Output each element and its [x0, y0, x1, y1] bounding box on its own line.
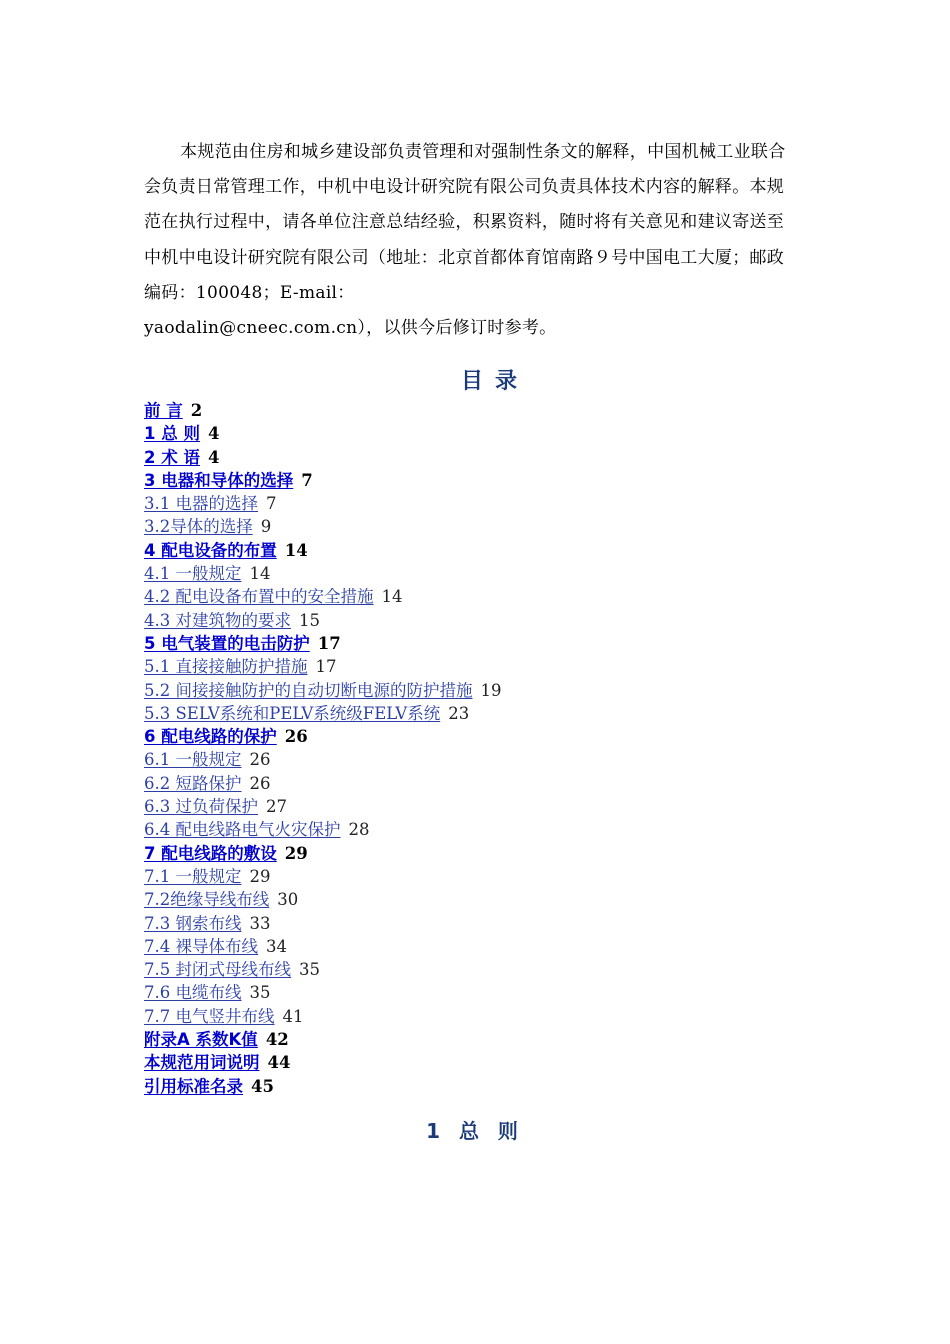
toc-page-number: 35 [299, 960, 320, 980]
toc-link[interactable]: 3.1 电器的选择 [144, 494, 258, 514]
toc-entry [144, 702, 844, 725]
toc-entry [144, 422, 844, 445]
toc-entry [144, 399, 844, 422]
toc-entry [144, 1075, 844, 1098]
preface-text [144, 135, 799, 346]
toc-page-number: 15 [299, 610, 320, 630]
toc-entry [144, 1005, 844, 1028]
toc-link[interactable]: 6.4 配电线路电气火灾保护 [144, 820, 341, 840]
toc-page-number: 30 [277, 890, 299, 910]
toc-entry [144, 795, 844, 818]
toc-page-number: 4 [207, 447, 220, 467]
toc-page-number: 29 [249, 866, 271, 886]
toc-page-number: 26 [249, 750, 271, 770]
toc-entry [144, 515, 844, 538]
toc-link[interactable]: 4.2 配电设备布置中的安全措施 [144, 587, 374, 607]
preface-paragraph: 本规范由住房和城乡建设部负责管理和对强制性条文的解释，中国机械工业联合会负责日常管理工作，中机中电设计研究院有限公司负责具体技术内容的解释。本规范在执行过程中，请各单位注意总结经验，积累资料，随时将有关意见和建议寄送至中机中电设计研究院有限公司（地址：北京首都体育馆南路９号中国电工大厦；邮政编码：100048；E-mail： [144, 142, 786, 303]
toc-link[interactable]: 前 言 [144, 401, 183, 420]
chapter-heading: 1 总 则 [426, 1119, 524, 1143]
toc-entry [144, 888, 844, 911]
toc-link[interactable]: 6.1 一般规定 [144, 750, 242, 770]
toc-entry [144, 981, 844, 1004]
toc-entry [144, 1051, 844, 1074]
toc-page-number: 26 [249, 773, 271, 793]
toc-link[interactable]: 7.6 电缆布线 [144, 983, 242, 1003]
toc-link[interactable]: 5.1 直接接触防护措施 [144, 657, 308, 677]
toc-link[interactable]: 7.7 电气竖井布线 [144, 1006, 275, 1026]
toc-page-number: 7 [301, 470, 313, 490]
toc-link[interactable]: 7.2绝缘导线布线 [144, 890, 270, 910]
toc-entry [144, 679, 844, 702]
toc-link[interactable]: 3.2导体的选择 [144, 517, 253, 537]
toc-page-number: 34 [266, 936, 287, 956]
toc-entry [144, 492, 844, 515]
toc-entry [144, 609, 844, 632]
toc-entry [144, 865, 844, 888]
toc-link[interactable]: 6 配电线路的保护 [144, 727, 277, 747]
toc-entry [144, 446, 844, 469]
toc-link[interactable]: 7.5 封闭式母线布线 [144, 960, 291, 980]
toc-entry [144, 539, 844, 562]
table-of-contents [144, 399, 844, 1098]
toc-page-number: 19 [480, 680, 502, 700]
toc-title: 目录 [460, 369, 529, 394]
toc-page-number: 17 [317, 633, 341, 653]
toc-link[interactable]: 7.3 钢索布线 [144, 913, 242, 933]
toc-link[interactable]: 5.3 SELV系统和PELV系统级FELV系统 [144, 703, 441, 723]
toc-entry [144, 1028, 844, 1051]
toc-page-number: 7 [266, 494, 277, 514]
toc-entry [144, 562, 844, 585]
toc-entry [144, 912, 844, 935]
toc-page-number: 41 [282, 1006, 304, 1026]
toc-entry [144, 655, 844, 678]
toc-page-number: 35 [249, 983, 271, 1003]
toc-link[interactable]: 4.3 对建筑物的要求 [144, 610, 291, 630]
toc-entry [144, 818, 844, 841]
toc-entry [144, 935, 844, 958]
toc-link[interactable]: 6.2 短路保护 [144, 773, 242, 793]
toc-entry [144, 725, 844, 748]
toc-page-number: 42 [265, 1030, 289, 1050]
toc-link[interactable]: 引用标准名录 [144, 1076, 243, 1096]
toc-page-number: 44 [267, 1053, 291, 1073]
toc-link[interactable]: 5 电气装置的电击防护 [144, 633, 310, 653]
toc-link[interactable]: 7 配电线路的敷设 [144, 843, 277, 863]
toc-link[interactable]: 4 配电设备的布置 [144, 540, 277, 560]
toc-link[interactable]: 7.4 裸导体布线 [144, 936, 258, 956]
toc-page-number: 14 [284, 540, 308, 560]
toc-page-number: 33 [249, 913, 271, 933]
toc-page-number: 29 [284, 843, 308, 863]
toc-link[interactable]: 3 电器和导体的选择 [144, 470, 294, 490]
toc-link[interactable]: 1 总 则 [144, 424, 200, 444]
toc-page-number: 17 [315, 657, 337, 677]
toc-entry [144, 748, 844, 771]
toc-link[interactable]: 6.3 过负荷保护 [144, 797, 258, 817]
toc-link[interactable]: 4.1 一般规定 [144, 564, 242, 584]
toc-link[interactable]: 7.1 一般规定 [144, 866, 242, 886]
toc-page-number: 4 [207, 424, 220, 444]
toc-link[interactable]: 附录A 系数K值 [144, 1030, 258, 1050]
toc-page-number: 14 [381, 587, 403, 607]
toc-page-number: 2 [190, 401, 203, 420]
toc-link[interactable]: 5.2 间接接触防护的自动切断电源的防护措施 [144, 680, 473, 700]
toc-page-number: 9 [260, 517, 272, 537]
toc-entry [144, 958, 844, 981]
toc-page-number: 45 [251, 1076, 274, 1096]
toc-entry [144, 632, 844, 655]
toc-page-number: 28 [348, 820, 370, 840]
toc-entry [144, 469, 844, 492]
toc-page-number: 27 [266, 797, 287, 817]
toc-entry [144, 842, 844, 865]
toc-page-number: 26 [284, 727, 308, 747]
toc-page-number: 23 [448, 703, 470, 723]
toc-entry [144, 585, 844, 608]
toc-link[interactable]: 本规范用词说明 [144, 1053, 260, 1073]
toc-link[interactable]: 2 术 语 [144, 447, 200, 467]
toc-entry [144, 772, 844, 795]
toc-page-number: 14 [249, 564, 271, 584]
preface-email-line: yaodalin@cneec.com.cn），以供今后修订时参考。 [144, 318, 557, 339]
